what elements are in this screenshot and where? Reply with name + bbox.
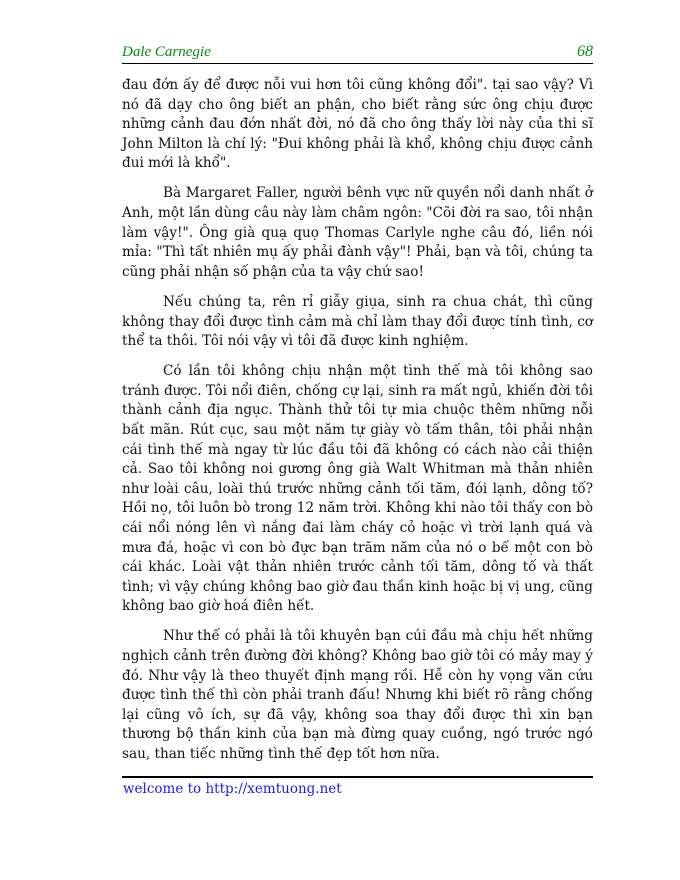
footer-link[interactable]: welcome to http://xemtuong.net bbox=[123, 781, 342, 797]
header-author: Dale Carnegie bbox=[122, 44, 211, 60]
paragraph: Có lần tôi không chịu nhận một tình thế mà tôi không sao tránh được. Tôi nổi điên, chống cự lại, sinh ra mất ngủ, khiến đời tôi thành cảnh địa ngục. Thành thử tôi tự mia chuộc thêm những nỗi bất mãn. Rút cục, sau một năm tự giày vò tấm thân, tôi phải nhận cái tình thế mà ngay từ lúc đầu tôi đã không có cách nào cải thiện cả. Sao tôi không noi gương ông già Walt Whitman mà thản nhiên như loài câu, loài thú trước những cảnh tối tăm, đói lạnh, dông tố? Hồi nọ, tôi luôn bò trong 12 năm trời. Không khi nào tôi thấy con bò cái nổi nóng lên vì nắng đai làm cháy cỏ hoặc vì trời lạnh quá và mưa đá, hoặc vì con bò đực bạn trăm năm của nó o bế một con bò cái khác. Loài vật thản nhiên trước cảnh tối tăm, dông tố và thất tình; vì vậy chúng không bao giờ đau thần kinh hoặc bị vị ung, cũng không bao giờ hoá điên hết. bbox=[122, 363, 593, 615]
page-body bbox=[122, 76, 593, 775]
page-number: 68 bbox=[577, 43, 593, 60]
paragraph: Như thế có phải là tôi khuyên bạn cúi đầu mà chịu hết những nghịch cảnh trên đường đời không? Không bao giờ tôi có mảy may ý đó. Như vậy là theo thuyết định mạng rồi. Hễ còn hy vọng vãn cứu được tình thế thì còn phải tranh đấu! Nhưng khi biết rõ rằng chống lại cũng vô ích, sự đã vậy, không soa thay đổi được thì xin bạn thương bộ thần kinh của bạn mà đừng quay cuồng, ngó trước ngó sau, than tiếc những tình thế đẹp tốt hơn nữa. bbox=[122, 628, 593, 762]
page-header bbox=[122, 43, 593, 64]
paragraph: Nếu chúng ta, rên rỉ giẫy giụa, sinh ra chua chát, thì cũng không thay đổi được tình cảm mà chỉ làm thay đổi được tính tình, cơ thể ta thôi. Tôi nói vậy vì tôi đã được kinh nghiệm. bbox=[122, 293, 593, 350]
paragraph: đau đớn ấy để được nỗi vui hơn tôi cũng không đổi". tại sao vậy? Vì nó đã dạy cho ông biết an phận, cho biết rằng sức ông chịu được những cảnh đau đớn nhất đời, nó đã cho ông thấy lời này của thi sĩ John Milton là chí lý: "Đui không phải là khổ, không chịu được cảnh đui mới là khổ". bbox=[122, 77, 593, 172]
paragraph: Bà Margaret Faller, người bênh vực nữ quyền nổi danh nhất ở Anh, một lần dùng câu này làm châm ngôn: "Cõi đời ra sao, tôi nhận làm vậy!". Ông già quạ quọ Thomas Carlyle nghe câu đó, liền nói mỉa: "Thì tất nhiên mụ ấy phải đành vậy"! Phải, bạn và tôi, chúng ta cũng phải nhận số phận của ta vậy chứ sao! bbox=[122, 185, 593, 280]
footer-divider bbox=[122, 776, 593, 778]
